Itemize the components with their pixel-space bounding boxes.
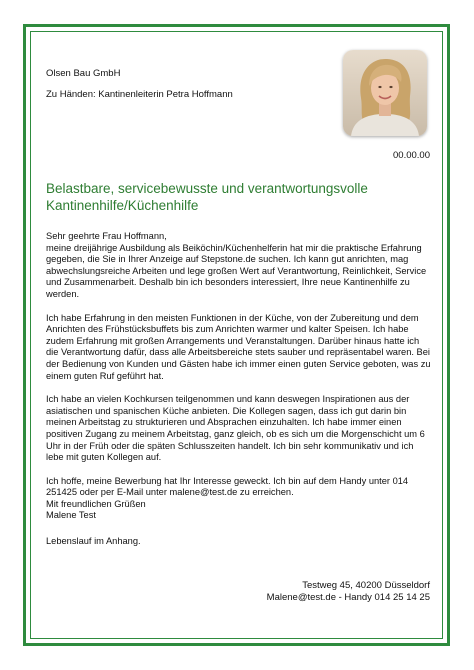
sender-address: Testweg 45, 40200 Düsseldorf [302, 580, 430, 591]
paragraph-skills: Ich habe an vielen Kochkursen teilgenommen und kann deswegen Inspirationen aus der asiatischen und spanischen Küche anbieten. Die Kollegen sagen, dass ich gut darin bin meinen Arbeitstag zu strukturieren und Absprachen einzuhalten. Ich habe immer einen positiven Zugang zu meinem Arbeitstag, ganz gleich, ob es sich um die Morgenschicht um 6 Uhr in der Früh oder die späten Schlusszeiten handelt. Ich bin sehr kommunikativ und ich lebe mit guten Kollegen auf. [46, 394, 425, 463]
subject-heading: Belastbare, servicebewusste und verantwortungsvolle Kantinenhilfe/Küchenhilfe [46, 181, 368, 213]
attachment-note: Lebenslauf im Anhang. [46, 536, 141, 547]
paragraph-experience: Ich habe Erfahrung in den meisten Funktionen in der Küche, von der Zubereitung und dem Anrichten des Frühstücksbuffets bis zum Anrichten warmer und kalter Speisen. Ich habe zudem Erfahrung mit großen Arrangements und Veranstaltungen. Darüber hinaus hatte ich die Verantwortung dafür, dass alle Arbeitsbereiche stets sauber und repräsentabel waren. Bei der Bedienung von Kunden und Gästen habe ich immer einen guten Service geboten, was zu einem guten Ruf geführt hat. [46, 312, 431, 381]
recipient-attention: Zu Händen: Kantinenleiterin Petra Hoffmann [46, 89, 233, 100]
letter-date: 00.00.00 [393, 150, 430, 161]
letter-body [46, 231, 432, 548]
salutation: Sehr geehrte Frau Hoffmann, [46, 231, 167, 241]
sender-contact: Malene@test.de - Handy 014 25 14 25 [266, 592, 430, 603]
paragraph-intro: meine dreijährige Ausbildung als Beiköchin/Küchenhelferin hat mir die praktische Erfahrung gegeben, die Sie in Ihrer Anzeige auf Stepstone.de suchen. Ich kann gut anrichten, mag abwechslungsreiche Arbeiten und lege großen Wert auf Verantwortung, Reinlichkeit, Service und Zusammenarbeit. Deshalb bin ich besonders interessiert, Ihre neue Kantinenhilfe zu werden. [46, 242, 427, 299]
signature: Malene Test [46, 510, 96, 521]
paragraph-contact: Ich hoffe, meine Bewerbung hat Ihr Interesse geweckt. Ich bin auf dem Handy unter 014 251425 oder per E-Mail unter malene@test.de zu erreichen. [46, 475, 409, 498]
recipient-company: Olsen Bau GmbH [46, 68, 121, 79]
applicant-photo [343, 50, 427, 136]
closing: Mit freundlichen Grüßen [46, 498, 146, 509]
sender-footer [267, 580, 430, 604]
